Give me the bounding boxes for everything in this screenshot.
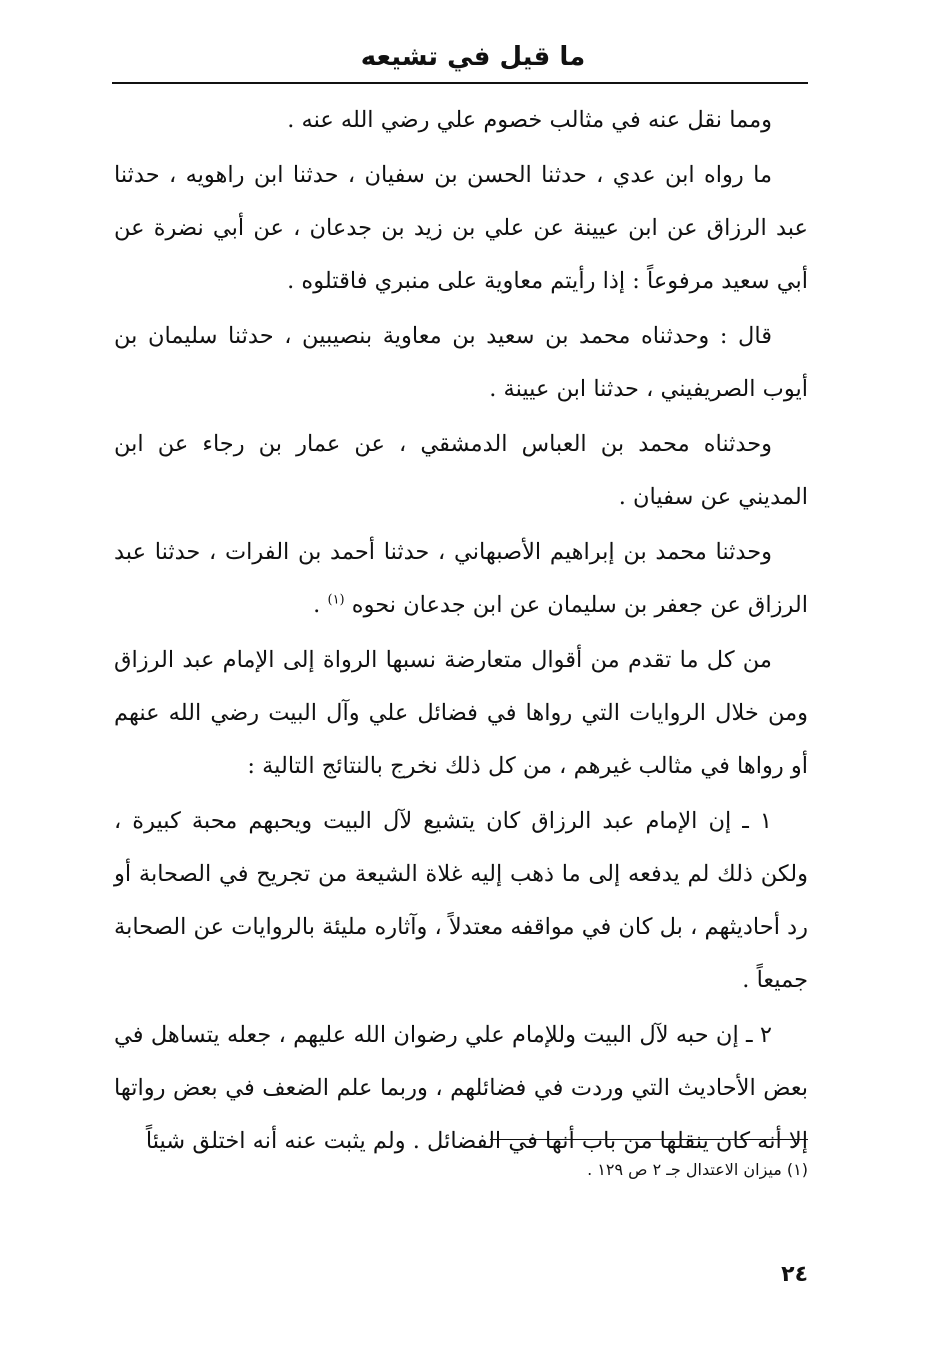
paragraph-2: ما رواه ابن عدي ، حدثنا الحسن بن سفيان ، حدثنا ابن راهويه ، حدثنا عبد الرزاق عن ابن عيينة عن علي بن زيد بن جدعان ، عن أبي نضرة عن أبي سعيد مرفوعاً : إذا رأيتم معاوية على منبري فاقتلوه . [114,162,808,294]
paragraph-5-tail: . [313,592,328,618]
header-divider [112,82,808,84]
footnote-reference: (١) [327,592,345,608]
paragraph-8: ٢ ـ إن حبه لآل البيت وللإمام علي رضوان الله عليهم ، جعله يتساهل في بعض الأحاديث التي وردت في فضائلهم ، وربما علم الضعف في بعض رواتها إلا أنه كان ينقلها من باب أنها في الفضائل . ولم يثبت عنه أنه اختلق شيئاً [114,1022,808,1154]
paragraph-5-text: وحدثنا محمد بن إبراهيم الأصبهاني ، حدثنا أحمد بن الفرات ، حدثنا عبد الرزاق عن جعفر بن سليمان عن ابن جدعان نحوه [114,539,808,618]
paragraph-3: قال : وحدثناه محمد بن سعيد بن معاوية بنصيبين ، حدثنا سليمان بن أيوب الصريفيني ، حدثنا ابن عيينة . [114,323,808,402]
page-body [114,94,808,1168]
running-header-title: ما قيل في تشيعه [360,42,586,72]
paragraph-1: ومما نقل عنه في مثالب خصوم علي رضي الله عنه . [287,107,772,133]
paragraph-7: ١ ـ إن الإمام عبد الرزاق كان يتشيع لآل البيت ويحبهم محبة كبيرة ، ولكن ذلك لم يدفعه إلى ما ذهب إليه غلاة الشيعة من تجريح في الصحابة أو رد أحاديثهم ، بل كان في مواقفه معتدلاً ، وآثاره مليئة بالروايات عن الصحابة جميعاً . [114,808,808,993]
page-number: ٢٤ [781,1262,808,1287]
footnote: (١) ميزان الاعتدال جـ ٢ ص ١٢٩ . [587,1160,808,1179]
paragraph-4: وحدثناه محمد بن العباس الدمشقي ، عن عمار بن رجاء عن ابن المديني عن سفيان . [114,431,808,510]
footnote-divider [490,1139,808,1140]
paragraph-6: من كل ما تقدم من أقوال متعارضة نسبها الرواة إلى الإمام عبد الرزاق ومن خلال الروايات التي رواها في فضائل علي وآل البيت رضي الله عنهم أو رواها في مثالب غيرهم ، من كل ذلك نخرج بالنتائج التالية : [114,647,808,779]
paragraph-5 [114,526,808,632]
